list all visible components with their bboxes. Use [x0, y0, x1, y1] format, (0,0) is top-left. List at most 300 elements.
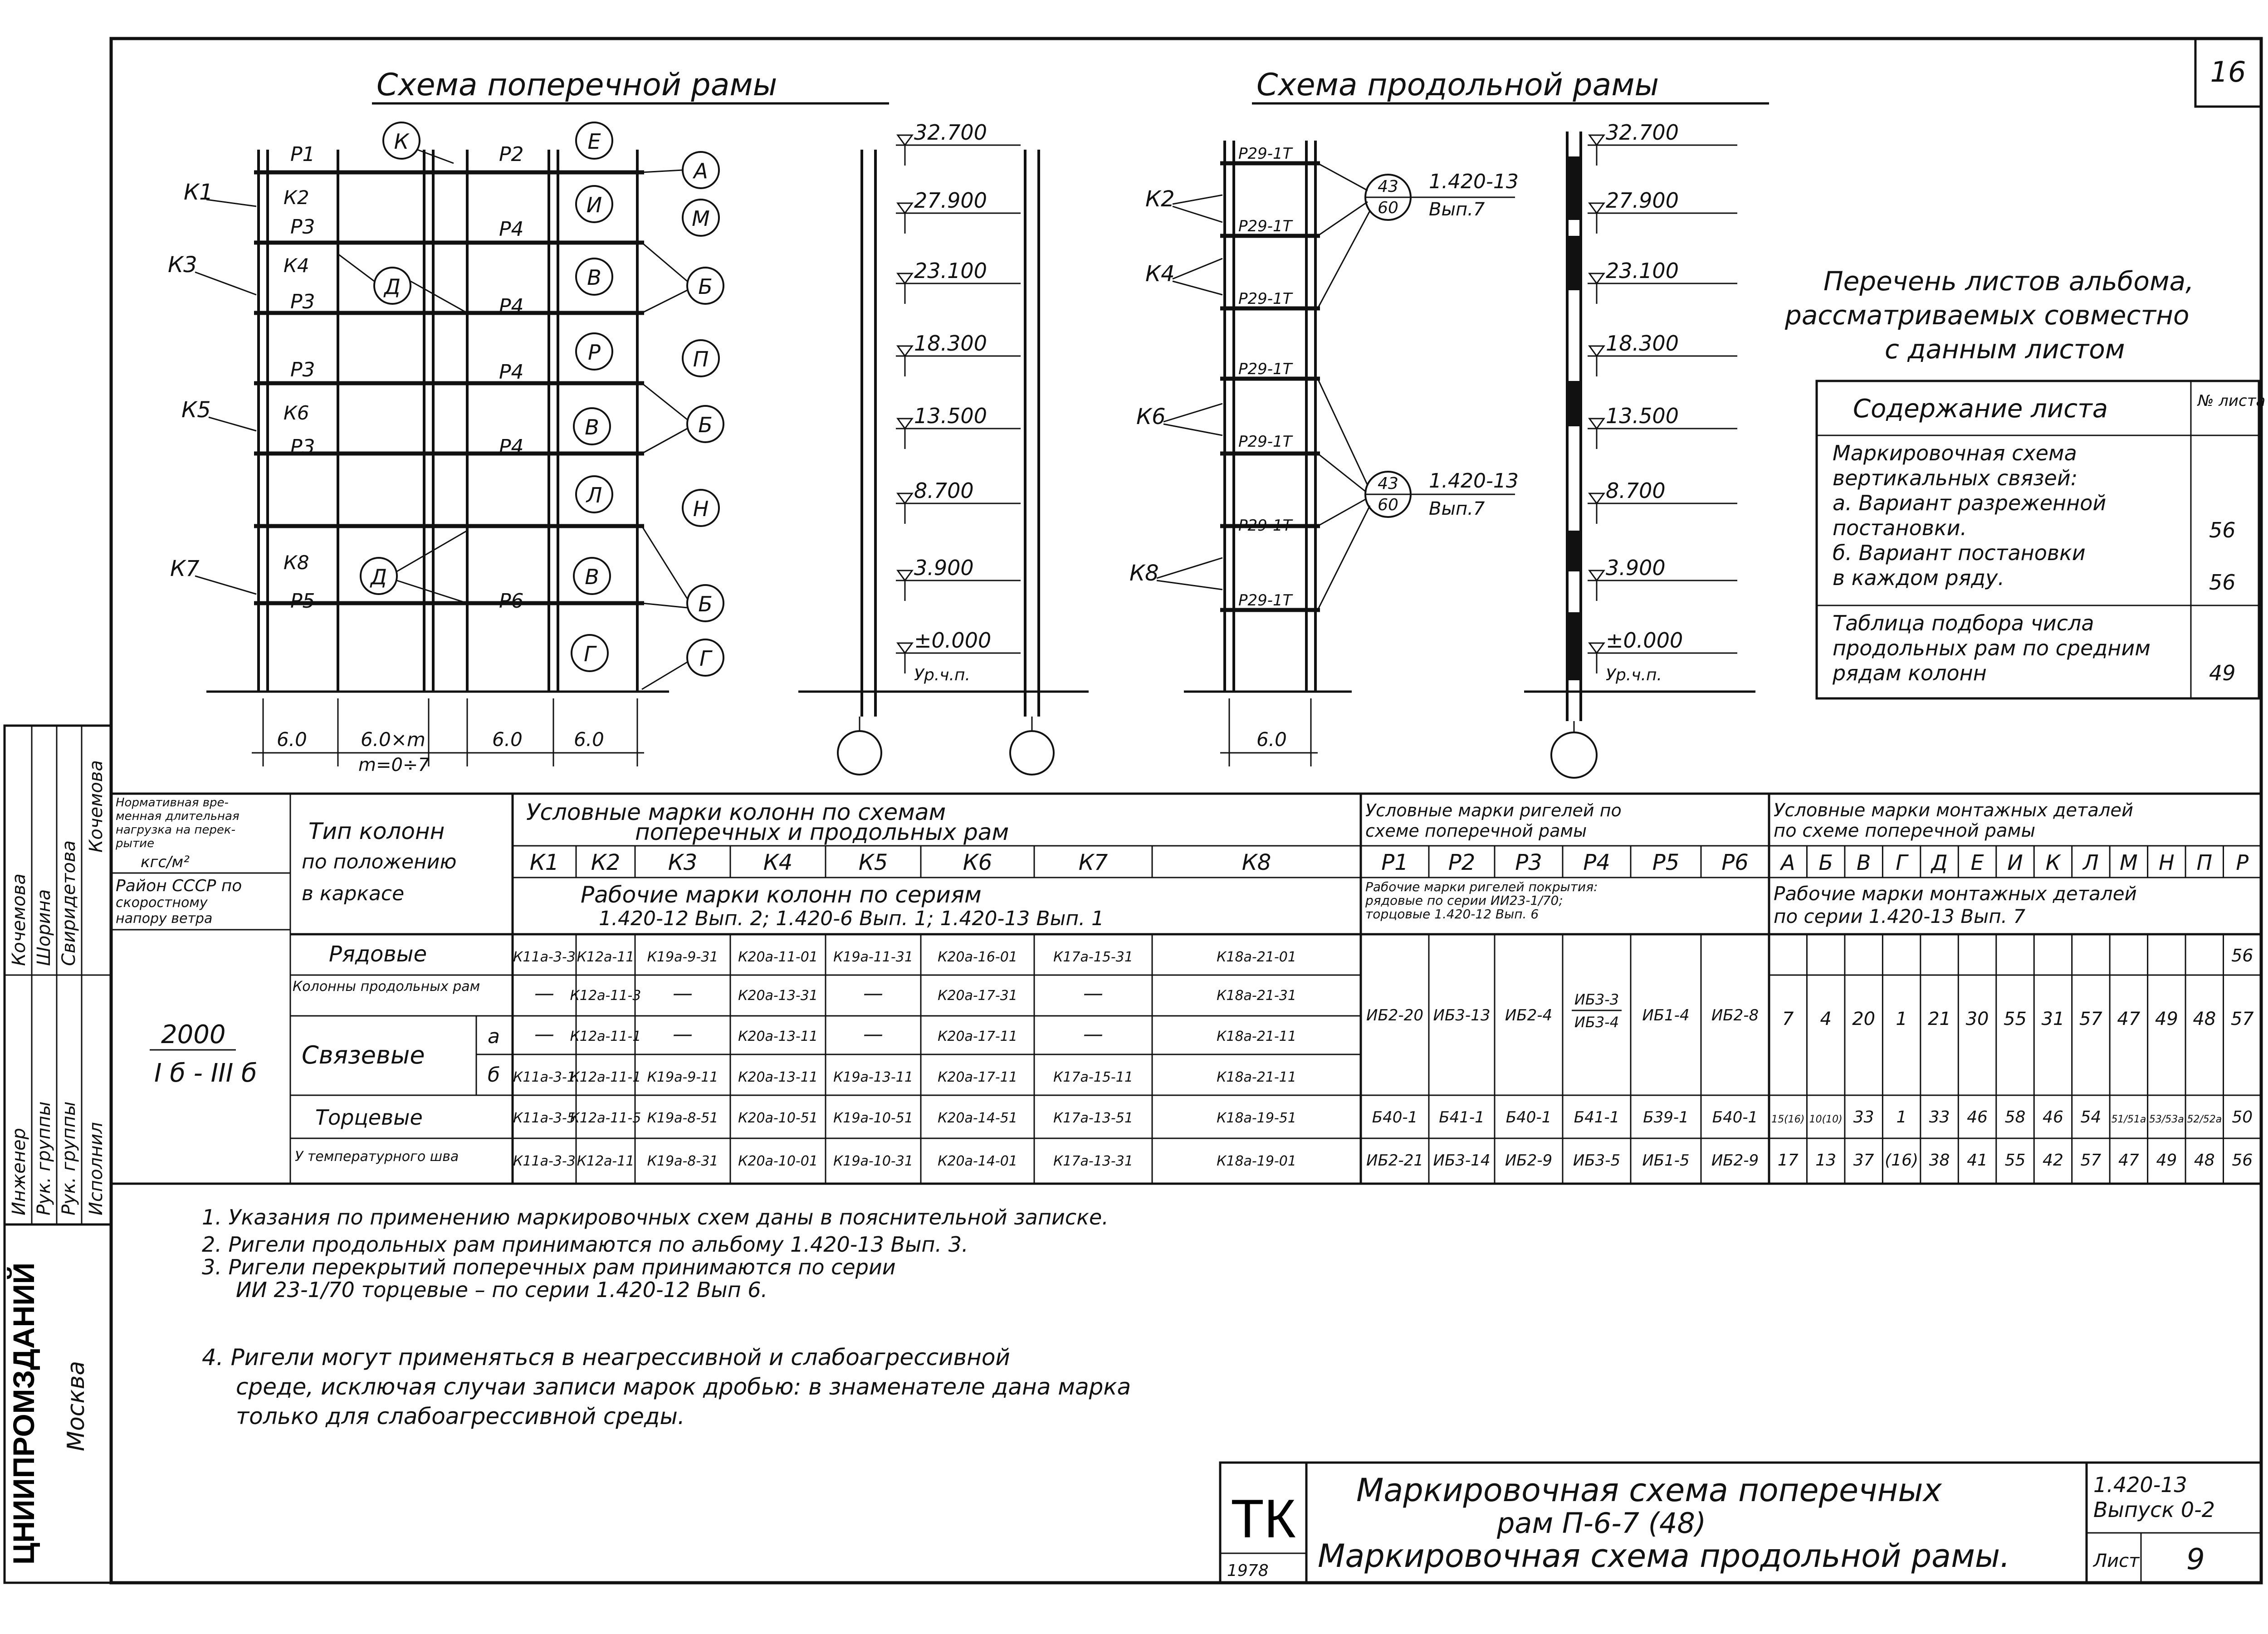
detail-mark: 50: [2232, 1108, 2253, 1127]
axis-bubble: [1551, 732, 1597, 778]
detail-letter: В: [585, 415, 599, 439]
beam-mark: ИБ3-3: [1574, 991, 1619, 1008]
h-cond: поперечных и продольных рам: [635, 819, 1009, 845]
type-row: У температурного шва: [295, 1149, 459, 1165]
type-row: Связевые: [302, 1041, 425, 1069]
detail-letter: И: [586, 193, 602, 217]
album-row1-num: 56: [2209, 570, 2236, 595]
level-value: 32.700: [914, 120, 987, 145]
detail-letter: Р: [588, 340, 601, 365]
column-mark: —: [1083, 1023, 1103, 1046]
title-year: 1978: [1227, 1561, 1269, 1580]
column-mark: К17а-13-31: [1053, 1153, 1133, 1169]
detail-mark: 57: [2080, 1151, 2102, 1170]
detail-mark: 4: [1820, 1009, 1832, 1029]
column-mark: К19а-11-31: [833, 949, 913, 965]
column-mark: К18а-21-11: [1217, 1029, 1296, 1044]
level-value: 8.700: [1606, 478, 1666, 503]
note-line: среде, исключая случаи записи марок дробью: в знаменателе дана марка: [236, 1374, 1131, 1400]
note-line: 4. Ригели могут применяться в неагрессивной и слабоагрессивной: [202, 1344, 1010, 1371]
detail-letter: Н: [693, 497, 709, 521]
level-value: 27.900: [1606, 188, 1679, 213]
h-type: Тип колонн: [308, 818, 445, 844]
beam-head: Р4: [1583, 850, 1610, 875]
column-mark: К17а-15-31: [1053, 949, 1133, 965]
album-h-num: № листа: [2198, 392, 2266, 410]
h-region: напору ветра: [116, 911, 213, 927]
detail-mark: 49: [2156, 1151, 2177, 1170]
column-mark: К11а-3-1: [513, 1069, 576, 1085]
level-marker: [898, 571, 912, 580]
label-k3: К3: [168, 252, 197, 278]
h-region: скоростному: [116, 895, 208, 911]
longitudinal-beam-labels: [1238, 145, 1293, 610]
leader-line: [642, 383, 687, 419]
leader-line: [206, 200, 256, 206]
detail-mark: 17: [1777, 1151, 1799, 1170]
detail-mark: 56: [2232, 1151, 2253, 1170]
detail-mark: 57: [2230, 1009, 2254, 1029]
ref-issue: Вып.7: [1429, 498, 1485, 519]
level-marker: [1589, 493, 1604, 503]
leader-line: [642, 662, 687, 689]
detail-letter: Д: [371, 565, 387, 589]
h-beam: Условные марки ригелей по: [1365, 800, 1622, 820]
detail-mark: 54: [2080, 1108, 2102, 1127]
stamp-name: Шорина: [34, 889, 54, 966]
h-region: Район СССР по: [116, 877, 242, 895]
beam-mark: ИБ2-20: [1366, 1006, 1423, 1024]
level-marker: [1589, 273, 1604, 283]
title-line2: рам П-6-7 (48): [1497, 1507, 1706, 1540]
column-mark: К18а-21-01: [1217, 949, 1296, 965]
label-beam: Р4: [499, 361, 524, 384]
sub-b: б: [488, 1063, 500, 1087]
column-mark: К11а-3-3: [513, 1153, 576, 1169]
col-head: К8: [1242, 850, 1271, 875]
leader-line: [642, 526, 687, 599]
label-k5: К5: [181, 397, 211, 423]
leader-line: [1173, 195, 1222, 204]
col-head: К3: [668, 850, 698, 875]
level-value: 18.300: [1606, 331, 1679, 356]
h-det-work: по серии 1.420-13 Вып. 7: [1774, 905, 2026, 927]
leader-line: [195, 576, 256, 594]
elev-dash: [1569, 236, 1579, 290]
type-row: Колонны продольных рам: [293, 979, 480, 995]
beam-mark: ИБ2-4: [1505, 1006, 1553, 1024]
label-beam: Р29-1Т: [1238, 433, 1292, 451]
beam-mark: ИБ2-21: [1366, 1151, 1423, 1170]
label-k4: К4: [284, 254, 309, 277]
h-type: по положению: [302, 850, 457, 873]
leader-line: [1173, 206, 1222, 222]
column-mark: К20а-17-31: [938, 988, 1017, 1004]
ref-series: 1.420-13: [1429, 469, 1519, 493]
ref-issue: Вып.7: [1429, 199, 1485, 220]
note-line: 3. Ригели перекрытий поперечных рам принимаются по серии: [202, 1255, 896, 1279]
stamp-role: Рук. группы: [34, 1101, 54, 1215]
transverse-elevation-levels: [896, 120, 1021, 684]
beam-mark: ИБ3-13: [1433, 1006, 1491, 1024]
dim-text: 6.0×m: [361, 728, 425, 751]
tk-mark: ТК: [1231, 1488, 1296, 1549]
detail-letter: В: [587, 265, 601, 290]
column-mark: —: [534, 1023, 554, 1046]
leader-line: [338, 254, 374, 281]
detail-letter: Б: [698, 274, 713, 299]
label-column: К6: [1136, 404, 1166, 429]
column-mark: К19а-9-31: [647, 949, 719, 965]
album-row1: вертикальных связей:: [1833, 466, 2078, 490]
column-mark: К20а-11-01: [738, 949, 818, 965]
leader-line: [195, 272, 256, 295]
org-name: ЦНИИПРОМЗДАНИЙ: [7, 1262, 40, 1565]
detail-mark: 47: [2117, 1009, 2141, 1029]
leader-line: [1318, 454, 1366, 492]
detail-letter: Л: [586, 483, 602, 507]
leader-line: [1163, 424, 1222, 435]
detail-mark: 21: [1928, 1009, 1951, 1029]
level-value: 27.900: [914, 188, 987, 213]
stamp-name: Кочемова: [86, 760, 107, 853]
ref-series: 1.420-13: [1429, 170, 1519, 193]
col-head: К5: [858, 850, 888, 875]
transverse-title: Схема поперечной рамы: [376, 67, 777, 103]
detail-mark: 55: [2004, 1151, 2026, 1170]
h-type: в каркасе: [302, 882, 405, 905]
leader-line: [1157, 580, 1222, 590]
label-k7: К7: [170, 556, 200, 581]
album-title-2: рассматриваемых совместно: [1785, 300, 2190, 331]
level-marker: [1589, 643, 1604, 653]
column-mark: —: [673, 982, 693, 1005]
dim-text: 6.0: [492, 728, 523, 751]
detail-mark: 33: [1853, 1108, 1874, 1127]
detail-mark: 38: [1929, 1151, 1950, 1170]
label-beam: Р1: [290, 143, 315, 166]
column-mark: К20а-14-51: [938, 1110, 1017, 1126]
level-value: 23.100: [914, 259, 987, 283]
detail-letter: П: [693, 347, 709, 371]
detail-mark: 37: [1853, 1151, 1874, 1170]
leader-line: [1163, 404, 1222, 422]
album-row1: а. Вариант разреженной: [1833, 491, 2107, 515]
label-k1: К1: [184, 180, 213, 205]
elev-dash: [1569, 381, 1579, 426]
notes: [202, 1205, 1131, 1429]
column-mark: К20а-13-11: [738, 1069, 818, 1085]
beam-mark: ИБ3-4: [1574, 1014, 1619, 1031]
column-mark: К12а-11-5: [570, 1110, 641, 1126]
detail-mark: 56: [2231, 946, 2253, 966]
label-beam: Р3: [290, 358, 315, 381]
leader-line: [642, 603, 687, 608]
column-mark: К19а-10-31: [833, 1153, 913, 1169]
detail-head: М: [2120, 850, 2138, 875]
detail-mark: 20: [1852, 1009, 1876, 1029]
detail-mark: 58: [2004, 1108, 2026, 1127]
marks-table-headers: [115, 796, 2137, 1165]
ref-denominator: 60: [1378, 199, 1398, 217]
detail-mark: 46: [1967, 1108, 1988, 1127]
sub-a: а: [488, 1025, 500, 1048]
title-block: [1220, 1463, 2261, 1583]
h-load: нагрузка на перек-: [116, 823, 235, 837]
leader-line: [642, 170, 683, 172]
level-marker: [898, 643, 912, 653]
column-mark: К17а-13-51: [1053, 1110, 1133, 1126]
h-load: менная длительная: [116, 810, 240, 823]
label-beam: Р5: [290, 590, 315, 613]
level-marker: [898, 346, 912, 356]
detail-mark: 13: [1815, 1151, 1837, 1170]
leader-line: [1318, 499, 1366, 526]
detail-mark: 42: [2043, 1151, 2063, 1170]
left-stamp: [5, 726, 111, 1583]
label-beam: Р29-1Т: [1238, 360, 1292, 378]
axis-bubble: [1010, 731, 1054, 775]
level-value: 13.500: [914, 404, 987, 428]
album-row1-num: 56: [2209, 518, 2236, 542]
elev-dash: [1569, 612, 1579, 680]
column-mark: К12а-11: [577, 1153, 635, 1169]
leader-line: [209, 417, 256, 431]
column-mark: К12а-11-1: [570, 1069, 641, 1085]
detail-head: И: [2007, 850, 2023, 875]
detail-letter: В: [585, 565, 599, 589]
detail-letter: М: [692, 206, 710, 231]
detail-letter: Е: [587, 129, 601, 154]
dim-text: 6.0: [1256, 728, 1287, 751]
detail-mark: 31: [2041, 1009, 2065, 1029]
beam-head: Р5: [1652, 850, 1680, 875]
h-det: по схеме поперечной рамы: [1774, 820, 2036, 841]
leader-line: [1173, 281, 1222, 295]
album-list: [1784, 266, 2265, 698]
leader-line: [1318, 202, 1368, 236]
column-mark: К12а-11-3: [570, 988, 641, 1004]
label-beam: Р3: [290, 435, 315, 458]
detail-head: Г: [1896, 850, 1907, 875]
note-line: только для слабоагрессивной среды.: [236, 1403, 685, 1429]
level-value: 23.100: [1606, 259, 1679, 283]
level-value: ±0.000: [1606, 628, 1683, 653]
column-mark: —: [863, 1023, 883, 1046]
level-marker: [1589, 203, 1604, 213]
longitudinal-title: Схема продольной рамы: [1256, 67, 1659, 103]
level-value: ±0.000: [914, 628, 992, 653]
column-mark: К20а-13-11: [738, 1029, 818, 1044]
h-beam: схеме поперечной рамы: [1365, 821, 1587, 841]
col-head: К4: [763, 850, 793, 875]
longitudinal-references: [1318, 163, 1519, 610]
column-mark: К19а-8-51: [647, 1110, 719, 1126]
stamp-role: Исполнил: [86, 1122, 107, 1215]
detail-letter: Б: [698, 413, 713, 437]
detail-letter: А: [694, 159, 708, 183]
beam-mark: ИБ3-5: [1573, 1151, 1621, 1170]
title-series: 1.420-13: [2093, 1473, 2187, 1497]
column-mark: —: [1083, 982, 1103, 1005]
dim-text: 6.0: [574, 728, 604, 751]
album-row2: Таблица подбора числа: [1833, 611, 2094, 635]
h-work: Рабочие марки колонн по сериям: [581, 882, 982, 908]
level-marker: [1589, 419, 1604, 429]
level-marker: [898, 419, 912, 429]
level-marker: [1589, 135, 1604, 145]
album-row1: б. Вариант постановки: [1833, 541, 2086, 565]
album-h-content: Содержание листа: [1853, 394, 2108, 424]
title-line1: Маркировочная схема поперечных: [1356, 1472, 1942, 1509]
detail-head: А: [1780, 850, 1795, 875]
note-line: 1. Указания по применению маркировочных схем даны в пояснительной записке.: [202, 1205, 1109, 1229]
beam-mark: ИБ2-9: [1711, 1151, 1759, 1170]
detail-head: Д: [1931, 850, 1948, 875]
detail-mark: 33: [1929, 1108, 1950, 1127]
beam-head: Р3: [1515, 850, 1542, 875]
album-row2: продольных рам по средним: [1833, 636, 2151, 660]
beam-mark: ИБ3-14: [1433, 1151, 1491, 1170]
detail-head: Н: [2159, 850, 2175, 875]
label-k6: К6: [284, 402, 309, 424]
detail-mark: 48: [2193, 1009, 2216, 1029]
col-head: К1: [529, 850, 559, 875]
column-mark: К18а-21-11: [1217, 1069, 1296, 1085]
album-row2: рядам колонн: [1833, 661, 1987, 685]
level-marker: [898, 273, 912, 283]
detail-mark: 41: [1967, 1151, 1988, 1170]
column-mark: К11а-3-5: [513, 1110, 576, 1126]
column-mark: —: [673, 1023, 693, 1046]
stamp-name: Свиридетова: [59, 840, 79, 966]
column-mark: К20а-16-01: [938, 949, 1017, 965]
detail-letter: Г: [699, 646, 711, 671]
h-load: рытие: [116, 837, 155, 850]
level-marker: [898, 493, 912, 503]
transverse-dimensions: [252, 698, 644, 776]
type-row: Торцевые: [315, 1105, 423, 1130]
leader-line: [1318, 211, 1370, 308]
label-column: К8: [1129, 561, 1159, 586]
detail-mark: 15(16): [1771, 1114, 1805, 1125]
detail-head: К: [2045, 850, 2061, 875]
detail-head: В: [1856, 850, 1871, 875]
note-line: 2. Ригели продольных рам принимаются по альбому 1.420-13 Вып. 3.: [202, 1232, 968, 1257]
column-mark: К20а-10-51: [738, 1110, 818, 1126]
label-beam: Р3: [290, 215, 315, 239]
level-value: 8.700: [914, 478, 974, 503]
beam-head: Р1: [1381, 850, 1408, 875]
column-mark: К19а-13-11: [833, 1069, 913, 1085]
beam-mark: Б40-1: [1372, 1108, 1418, 1127]
beam-mark: Б40-1: [1712, 1108, 1758, 1127]
elev-dash: [1569, 531, 1579, 571]
detail-head: Р: [2236, 850, 2249, 875]
leader-line: [642, 429, 687, 454]
album-row1: Маркировочная схема: [1833, 441, 2077, 465]
label-beam: Р2: [499, 143, 524, 166]
column-mark: К20а-13-31: [738, 988, 818, 1004]
column-mark: —: [534, 982, 554, 1005]
level-value: 13.500: [1606, 404, 1679, 428]
h-cond: Условные марки колонн по схемам: [526, 799, 946, 825]
column-mark: К19а-8-31: [647, 1153, 719, 1169]
detail-head: П: [2196, 850, 2213, 875]
h-load-unit: кгс/м²: [141, 853, 190, 871]
column-mark: К17а-15-11: [1053, 1069, 1133, 1085]
h-beam-work: торцовые 1.420-12 Вып. 6: [1365, 907, 1539, 922]
detail-head: Б: [1818, 850, 1833, 875]
load-value: 2000: [161, 1020, 226, 1049]
label-column: К4: [1145, 261, 1175, 287]
level-marker: [898, 203, 912, 213]
column-mark: —: [863, 982, 883, 1005]
dim-text: 6.0: [277, 728, 307, 751]
label-beam: Р6: [499, 590, 524, 613]
transverse-beam-labels: [290, 143, 524, 613]
label-beam: Р4: [499, 435, 524, 458]
detail-letter: Б: [698, 592, 713, 616]
beam-head: Р6: [1721, 850, 1749, 875]
label-beam: Р4: [499, 295, 524, 318]
label-beam: Р29-1Т: [1238, 290, 1292, 308]
detail-mark: 48: [2194, 1151, 2215, 1170]
detail-mark: 51/51а: [2111, 1114, 2146, 1125]
axis-bubble: [838, 731, 881, 775]
org-city: Москва: [63, 1361, 90, 1451]
detail-mark: 47: [2118, 1151, 2139, 1170]
detail-mark: (16): [1885, 1151, 1919, 1170]
level-value: 32.700: [1606, 120, 1679, 145]
detail-mark: 55: [2004, 1009, 2027, 1029]
label-beam: Р29-1Т: [1238, 591, 1292, 610]
longitudinal-dimension: [1220, 698, 1318, 766]
level-value: 3.900: [914, 556, 974, 580]
leader-line: [411, 281, 467, 313]
column-mark: К18а-19-01: [1217, 1153, 1296, 1169]
beam-mark: ИБ1-5: [1642, 1151, 1690, 1170]
beam-mark: ИБ2-9: [1505, 1151, 1553, 1170]
title-sheet-num: 9: [2186, 1543, 2205, 1576]
h-load: Нормативная вре-: [116, 796, 229, 810]
detail-mark: 1: [1896, 1009, 1907, 1029]
beam-mark: Б39-1: [1643, 1108, 1689, 1127]
h-work: 1.420-12 Вып. 2; 1.420-6 Вып. 1; 1.420-13 Вып. 1: [599, 907, 1105, 930]
dim-text: m=0÷7: [358, 755, 430, 776]
col-head: К2: [591, 850, 621, 875]
col-head: К7: [1078, 850, 1108, 875]
detail-mark: 49: [2155, 1009, 2178, 1029]
label-k8: К8: [284, 551, 309, 574]
detail-head: Л: [2083, 850, 2099, 875]
stamp-role: Рук. группы: [59, 1101, 79, 1215]
region-value: I б - III б: [154, 1058, 257, 1088]
album-title-3: с данным листом: [1885, 334, 2125, 365]
ref-numerator: 43: [1378, 474, 1398, 493]
leader-line: [1318, 379, 1368, 485]
label-beam: Р29-1Т: [1238, 145, 1292, 163]
detail-mark: 52/52а: [2187, 1114, 2222, 1125]
stamp-role: Инженер: [9, 1128, 29, 1215]
label-beam: Р3: [290, 290, 315, 313]
detail-head: Е: [1970, 850, 1984, 875]
h-det: Условные марки монтажных деталей: [1774, 800, 2134, 821]
level-marker: [898, 135, 912, 145]
leader-line: [642, 290, 687, 313]
album-row1: постановки.: [1833, 516, 1967, 540]
label-k2: К2: [284, 186, 309, 209]
